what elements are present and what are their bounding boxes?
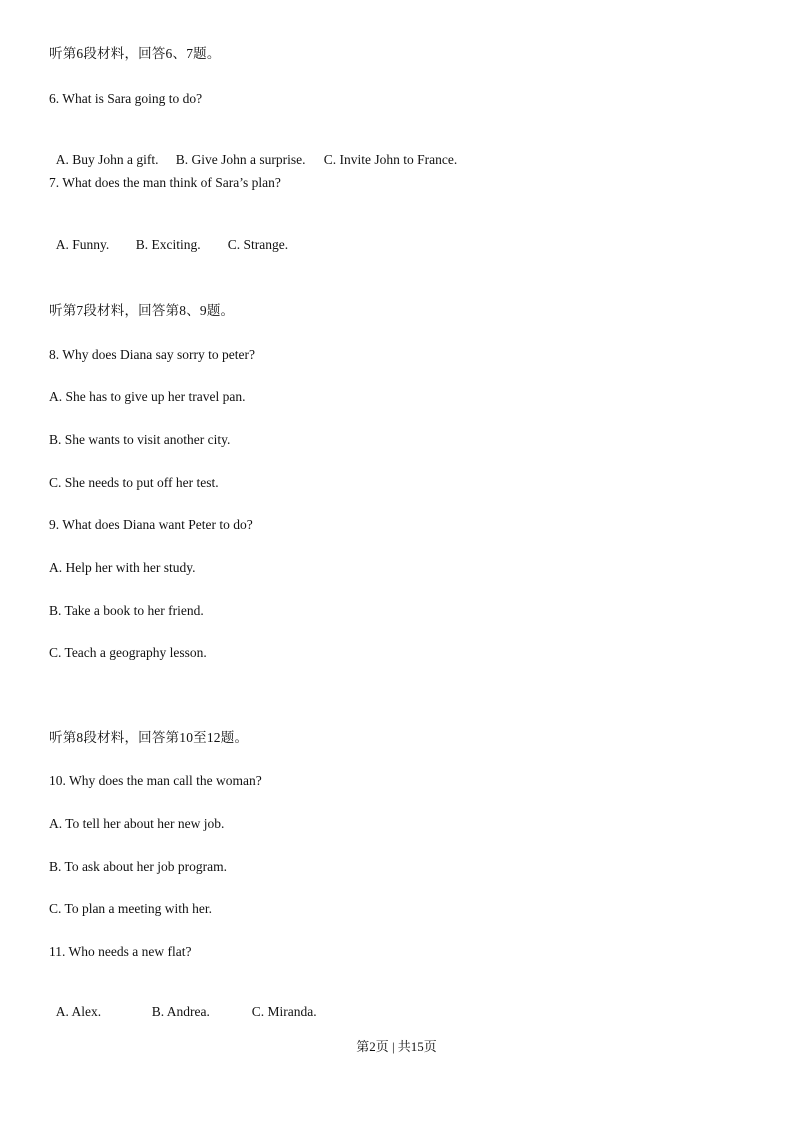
option-9a: A. Help her with her study. — [49, 560, 196, 575]
question-10: 10. Why does the man call the woman? — [49, 773, 262, 788]
question-9: 9. What does Diana want Peter to do? — [49, 517, 253, 532]
option-7c: C. Strange. — [227, 237, 289, 252]
question-7-options — [49, 218, 288, 254]
option-11c: C. Miranda. — [251, 1004, 317, 1019]
option-9b: B. Take a book to her friend. — [49, 603, 204, 618]
question-8: 8. Why does Diana say sorry to peter? — [49, 347, 255, 362]
question-11-options — [49, 985, 317, 1021]
option-6b: B. Give John a surprise. — [175, 152, 306, 167]
option-7b: B. Exciting. — [135, 237, 201, 252]
section-heading-6: 听第6段材料，回答6、7题。 — [49, 46, 221, 61]
option-11a: A. Alex. — [55, 1004, 102, 1019]
option-10a: A. To tell her about her new job. — [49, 816, 225, 831]
section-heading-7: 听第7段材料，回答第8、9题。 — [49, 303, 235, 318]
section-heading-8: 听第8段材料，回答第10至12题。 — [49, 730, 249, 745]
question-7: 7. What does the man think of Sara’s plan? — [49, 175, 281, 190]
question-6-options — [49, 133, 457, 169]
option-10b: B. To ask about her job program. — [49, 859, 228, 874]
option-6a: A. Buy John a gift. — [55, 152, 159, 167]
page-footer: 第2页 | 共15页 — [356, 1039, 437, 1054]
option-8c: C. She needs to put off her test. — [49, 475, 219, 490]
question-6: 6. What is Sara going to do? — [49, 91, 203, 106]
question-11: 11. Who needs a new flat? — [49, 944, 192, 959]
option-9c: C. Teach a geography lesson. — [49, 645, 207, 660]
option-8a: A. She has to give up her travel pan. — [49, 389, 246, 404]
option-8b: B. She wants to visit another city. — [49, 432, 231, 447]
option-11b: B. Andrea. — [151, 1004, 210, 1019]
option-6c: C. Invite John to France. — [323, 152, 458, 167]
option-7a: A. Funny. — [55, 237, 110, 252]
option-10c: C. To plan a meeting with her. — [49, 901, 213, 916]
